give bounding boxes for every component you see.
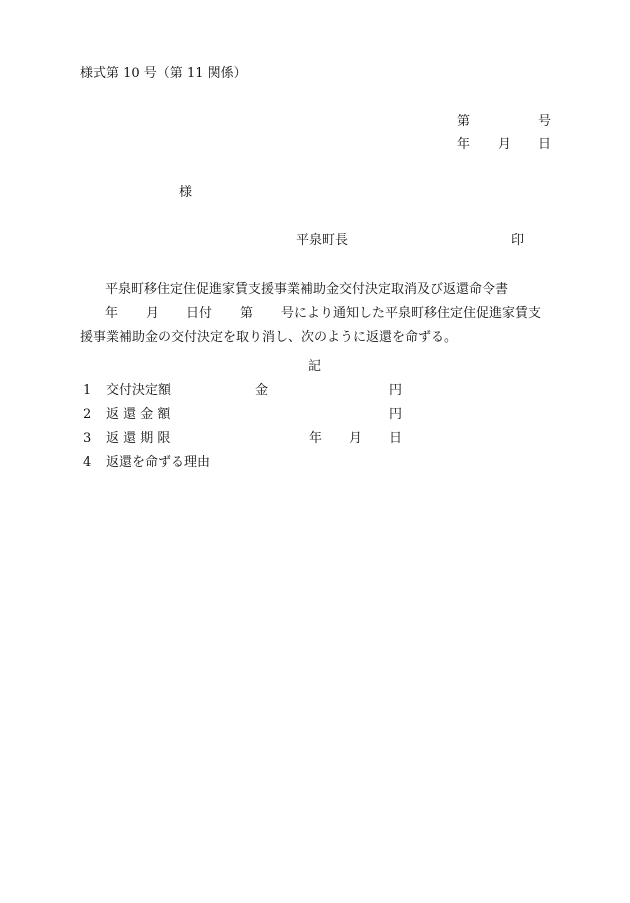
issuer-name: 平泉町長 (296, 233, 349, 248)
body-line2: 援事業補助金の交付決定を取り消し、次のように返還を命ずる。 (80, 330, 458, 345)
ki-heading: 記 (308, 359, 322, 374)
item-year: 年 (309, 431, 323, 446)
body-day-attach: 日付 (186, 306, 213, 321)
item-number: 1 (83, 383, 92, 398)
item-yen: 円 (389, 383, 403, 398)
doc-number-suffix: 号 (538, 114, 552, 129)
seal-mark: 印 (511, 233, 525, 248)
body-year: 年 (105, 306, 119, 321)
date-day: 日 (538, 137, 552, 152)
date-year: 年 (457, 137, 471, 152)
body-dai: 第 (240, 306, 254, 321)
item-number: 3 (83, 431, 92, 446)
item-month: 月 (349, 431, 363, 446)
body-month: 月 (146, 306, 160, 321)
item-yen: 円 (389, 407, 403, 422)
item-number: 2 (83, 407, 92, 422)
item-label: 返 還 期 限 (106, 431, 171, 446)
item-label: 交付決定額 (106, 383, 172, 398)
addressee-honorific: 様 (179, 185, 193, 200)
form-number: 様式第 10 号（第 11 関係） (80, 66, 247, 81)
item-day: 日 (389, 431, 403, 446)
item-number: 4 (83, 455, 92, 470)
item-kin: 金 (255, 383, 269, 398)
item-label: 返 還 金 額 (106, 407, 171, 422)
document-title: 平泉町移住定住促進家賃支援事業補助金交付決定取消及び返還命令書 (105, 282, 509, 297)
doc-number-prefix: 第 (457, 114, 471, 129)
item-label: 返還を命ずる理由 (106, 455, 211, 470)
date-month: 月 (498, 137, 512, 152)
body-line1: 号により通知した平泉町移住定住促進家賃支 (281, 306, 542, 321)
